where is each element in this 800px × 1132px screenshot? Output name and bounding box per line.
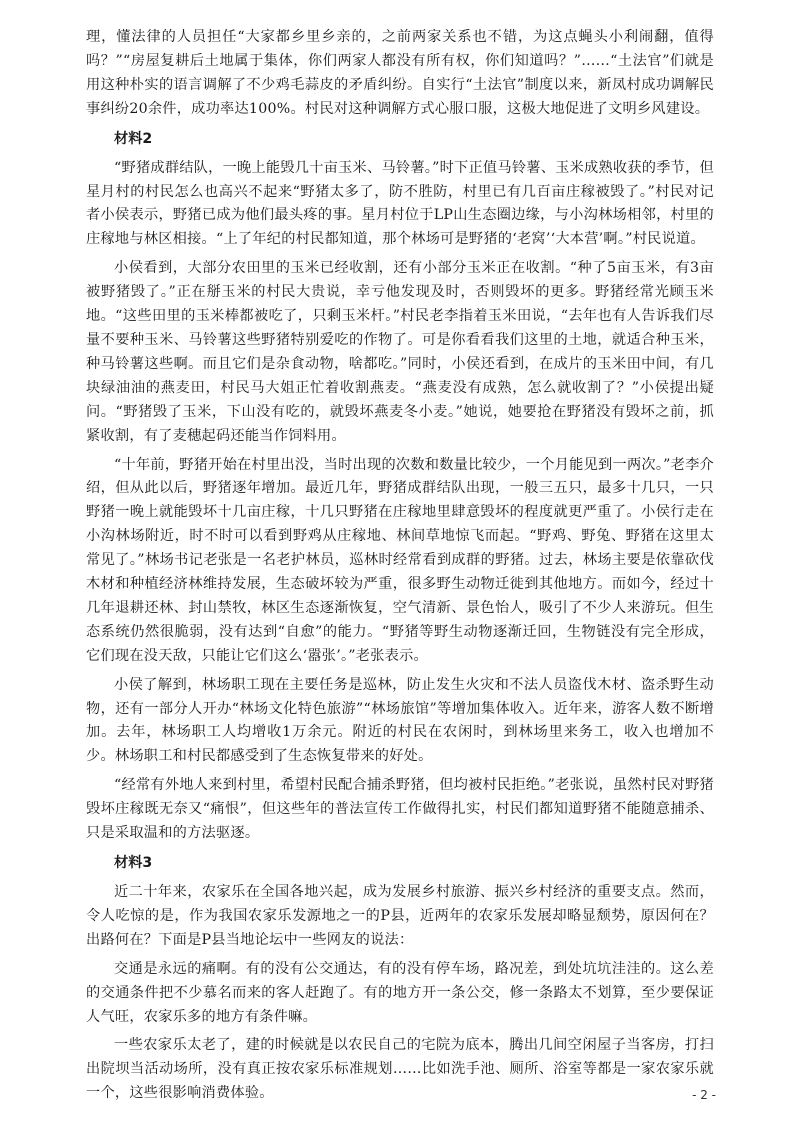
- paragraph: “野猪成群结队，一晚上能毁几十亩玉米、马铃薯。”时下正值马铃薯、玉米成熟收获的季节，但星月村的村民怎么也高兴不起来“野猪太多了，防不胜防，村里已有几百亩庄稼被毁了。”村民对记者小侯表示，野猪已成为他们最头疼的事。星月村位于LP山生态圈边缘，与小沟林场相邻，村里的庄稼地与林区相接。“上了年纪的村民都知道，那个林场可是野猪的‘老窝’‘大本营’啊。”村民说道。: [86, 159, 714, 248]
- paragraph: 小侯了解到，林场职工现在主要任务是巡林，防止发生火灾和不法人员盗伐木材、盗杀野生动物，还有一部分人开办“林场文化特色旅游”“林场旅馆”等增加集体收入。近年来，游客人数不断增加。去年，林场职工人均增收1万余元。附近的村民在农闲时，到林场里来务工，收入也增加不少。林场职工和村民都感受到了生态恢复带来的好处。: [86, 676, 714, 765]
- page-number: - 2 -: [692, 1088, 716, 1102]
- paragraph: 近二十年来，农家乐在全国各地兴起，成为发展乡村旅游、振兴乡村经济的重要支点。然而，令人吃惊的是，作为我国农家乐发源地之一的P县，近两年的农家乐发展却略显颓势，原因何在？出路何在？下面是P县当地论坛中一些网友的说法：: [86, 884, 714, 948]
- paragraph-continued: 理，懂法律的人员担任“大家都乡里乡亲的，之前两家关系也不错，为这点蝇头小利闹翻，值得吗？”“房屋复耕后土地属于集体，你们两家人都没有所有权，你们知道吗？”……“土法官”们就是用这种朴实的语言调解了不少鸡毛蒜皮的矛盾纠纷。自实行“土法官”制度以来，新凤村成功调解民事纠纷20余件，成功率达100%。村民对这种调解方式心服口服，这极大地促进了文明乡风建设。: [86, 29, 714, 117]
- paragraph: 一些农家乐太老了，建的时候就是以农民自己的宅院为底本，腾出几间空闲屋子当客房，打扫出院坝当活动场所，没有真正按农家乐标准规划……比如洗手池、厕所、浴室等都是一家农家乐就一个，这些很影响消费体验。: [86, 1037, 714, 1102]
- paragraph: “经常有外地人来到村里，希望村民配合捕杀野猪，但均被村民拒绝。”老张说，虽然村民对野猪毁坏庄稼既无奈又“痛恨”，但这些年的普法宣传工作做得扎实，村民们都知道野猪不能随意捕杀、只是采取温和的方法驱逐。: [86, 777, 714, 842]
- paragraph: 小侯看到，大部分农田里的玉米已经收割，还有小部分玉米正在收割。“种了5亩玉米，有3亩被野猪毁了。”正在掰玉米的村民大贵说，幸亏他发现及时，否则毁坏的更多。野猪经常光顾玉米地。“这些田里的玉米棒都被吃了，只剩玉米杆。”村民老李指着玉米田说，“去年也有人告诉我们尽量不要种玉米、马铃薯这些野猪特别爱吃的作物了。可是你看看我们这里的土地，就适合种玉米，种马铃薯这些啊。而且它们是杂食动物，啥都吃。”同时，小侯还看到，在成片的玉米田中间，有几块绿油油的燕麦田，村民马大姐正忙着收割燕麦。“燕麦没有成熟，怎么就收割了？”小侯提出疑问。“野猪毁了玉米，下山没有吃的，就毁坏燕麦冬小麦。”她说，她要抢在野猪没有毁坏之前，抓紧收割，有了麦穗起码还能当作饲料用。: [86, 260, 715, 444]
- section-heading-material-2: 材料2: [114, 130, 153, 147]
- paragraph: “十年前，野猪开始在村里出没，当时出现的次数和数量比较少，一个月能见到一两次。”老李介绍，但从此以后，野猪逐年增加。最近几年，野猪成群结队出现，一般三五只，最多十几只，一只野猪一晚上就能毁坏十几亩庄稼，十几只野猪在庄稼地里肆意毁坏的程度就更严重了。小侯行走在小沟林场附近，时不时可以看到野鸡从庄稼地、林间草地惊飞而起。“野鸡、野兔、野猪在这里太常见了。”林场书记老张是一名老护林员，巡林时经常看到成群的野猪。过去，林场主要是依靠砍伐木材和种植经济林维持发展，生态破坏较为严重，很多野生动物迁徙到其他地方。而如今，经过十几年退耕还林、封山禁牧，林区生态逐渐恢复，空气清新、景色怡人，吸引了不少人来游玩。但生态系统仍然很脆弱，没有达到“自愈”的能力。“野猪等野生动物逐渐迁回，生物链没有完全形成，它们现在没天敌，只能让它们这么‘嚣张’。”老张表示。: [86, 456, 714, 664]
- section-heading-material-3: 材料3: [114, 855, 153, 871]
- paragraph: 交通是永远的痛啊。有的没有公交通达，有的没有停车场，路况差，到处坑坑洼洼的。这么差的交通条件把不少慕名而来的客人赶跑了。有的地方开一条公交，修一条路太不划算，至少要保证人气旺，农家乐多的地方有条件嘛。: [86, 960, 714, 1025]
